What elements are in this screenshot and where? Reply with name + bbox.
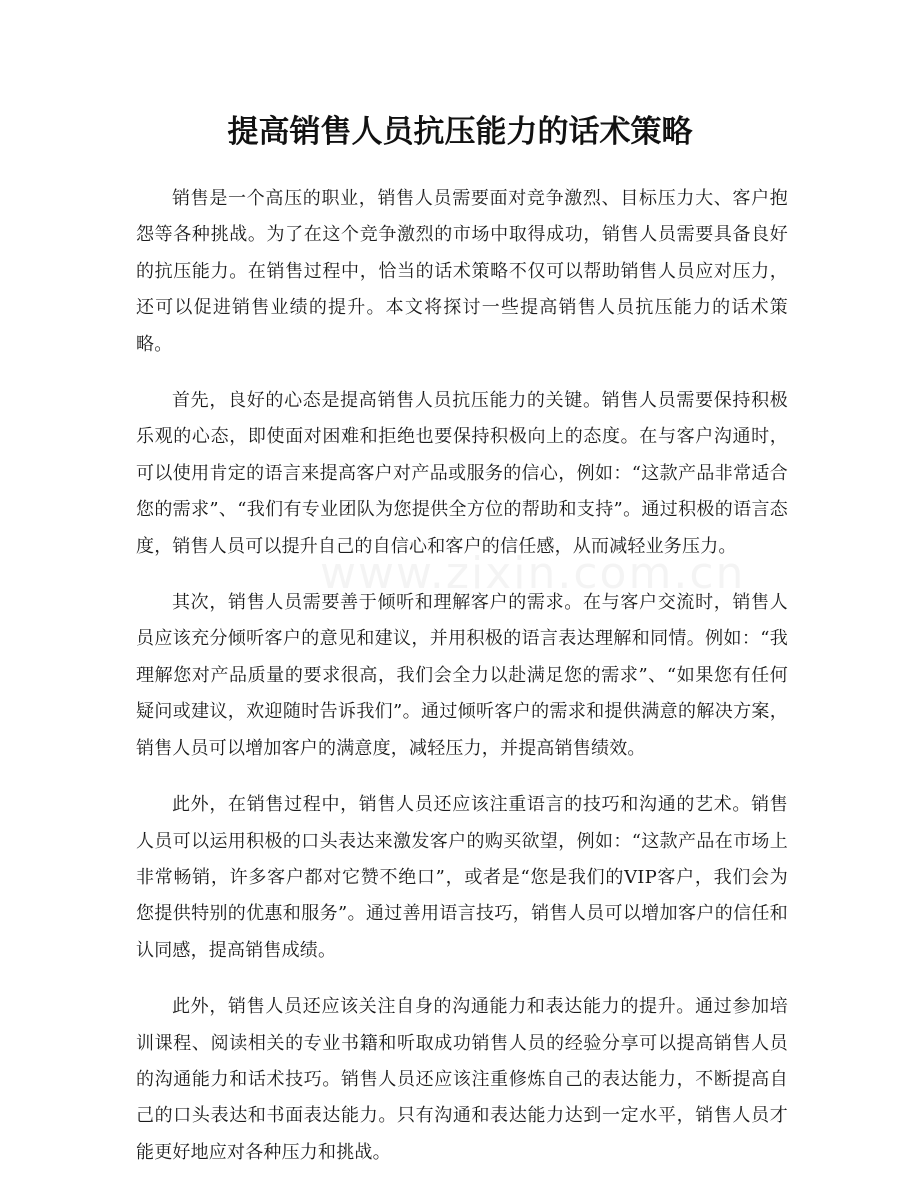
document-body xyxy=(136,181,788,1191)
paragraph-4: 此外，在销售过程中，销售人员还应该注重语言的技巧和沟通的艺术。销售人员可以运用积极的口头表达来激发客户的购买欲望，例如：“这款产品在市场上非常畅销，许多客户都对它赞不绝口”，或者是“您是我们的VIP客户，我们会为您提供特别的优惠和服务”。通过善用语言技巧，销售人员可以增加客户的信任和认同感，提高销售成绩。 xyxy=(136,794,788,961)
paragraph-5: 此外，销售人员还应该关注自身的沟通能力和表达能力的提升。通过参加培训课程、阅读相关的专业书籍和听取成功销售人员的经验分享可以提高销售人员的沟通能力和话术技巧。销售人员还应该注重修炼自己的表达能力，不断提高自己的口头表达和书面表达能力。只有沟通和表达能力达到一定水平，销售人员才能更好地应对各种压力和挑战。 xyxy=(136,996,788,1163)
paragraph-2: 首先，良好的心态是提高销售人员抗压能力的关键。销售人员需要保持积极乐观的心态，即使面对困难和拒绝也要保持积极向上的态度。在与客户沟通时，可以使用肯定的语言来提高客户对产品或服务的信心，例如：“这款产品非常适合您的需求”、“我们有专业团队为您提供全方位的帮助和支持”。通过积极的语言态度，销售人员可以提升自己的自信心和客户的信任感，从而减轻业务压力。 xyxy=(136,390,788,557)
watermark: www.zixin.com.cn xyxy=(320,548,746,599)
paragraph-1: 销售是一个高压的职业，销售人员需要面对竞争激烈、目标压力大、客户抱怨等各种挑战。为了在这个竞争激烈的市场中取得成功，销售人员需要具备良好的抗压能力。在销售过程中，恰当的话术策略不仅可以帮助销售人员应对压力，还可以促进销售业绩的提升。本文将探讨一些提高销售人员抗压能力的话术策略。 xyxy=(136,188,788,355)
paragraph-3: 其次，销售人员需要善于倾听和理解客户的需求。在与客户交流时，销售人员应该充分倾听客户的意见和建议，并用积极的语言表达理解和同情。例如：“我理解您对产品质量的要求很高，我们会全力以赴满足您的需求”、“如果您有任何疑问或建议，欢迎随时告诉我们”。通过倾听客户的需求和提供满意的解决方案，销售人员可以增加客户的满意度，减轻压力，并提高销售绩效。 xyxy=(136,592,788,759)
document-title: 提高销售人员抗压能力的话术策略 xyxy=(227,114,693,150)
